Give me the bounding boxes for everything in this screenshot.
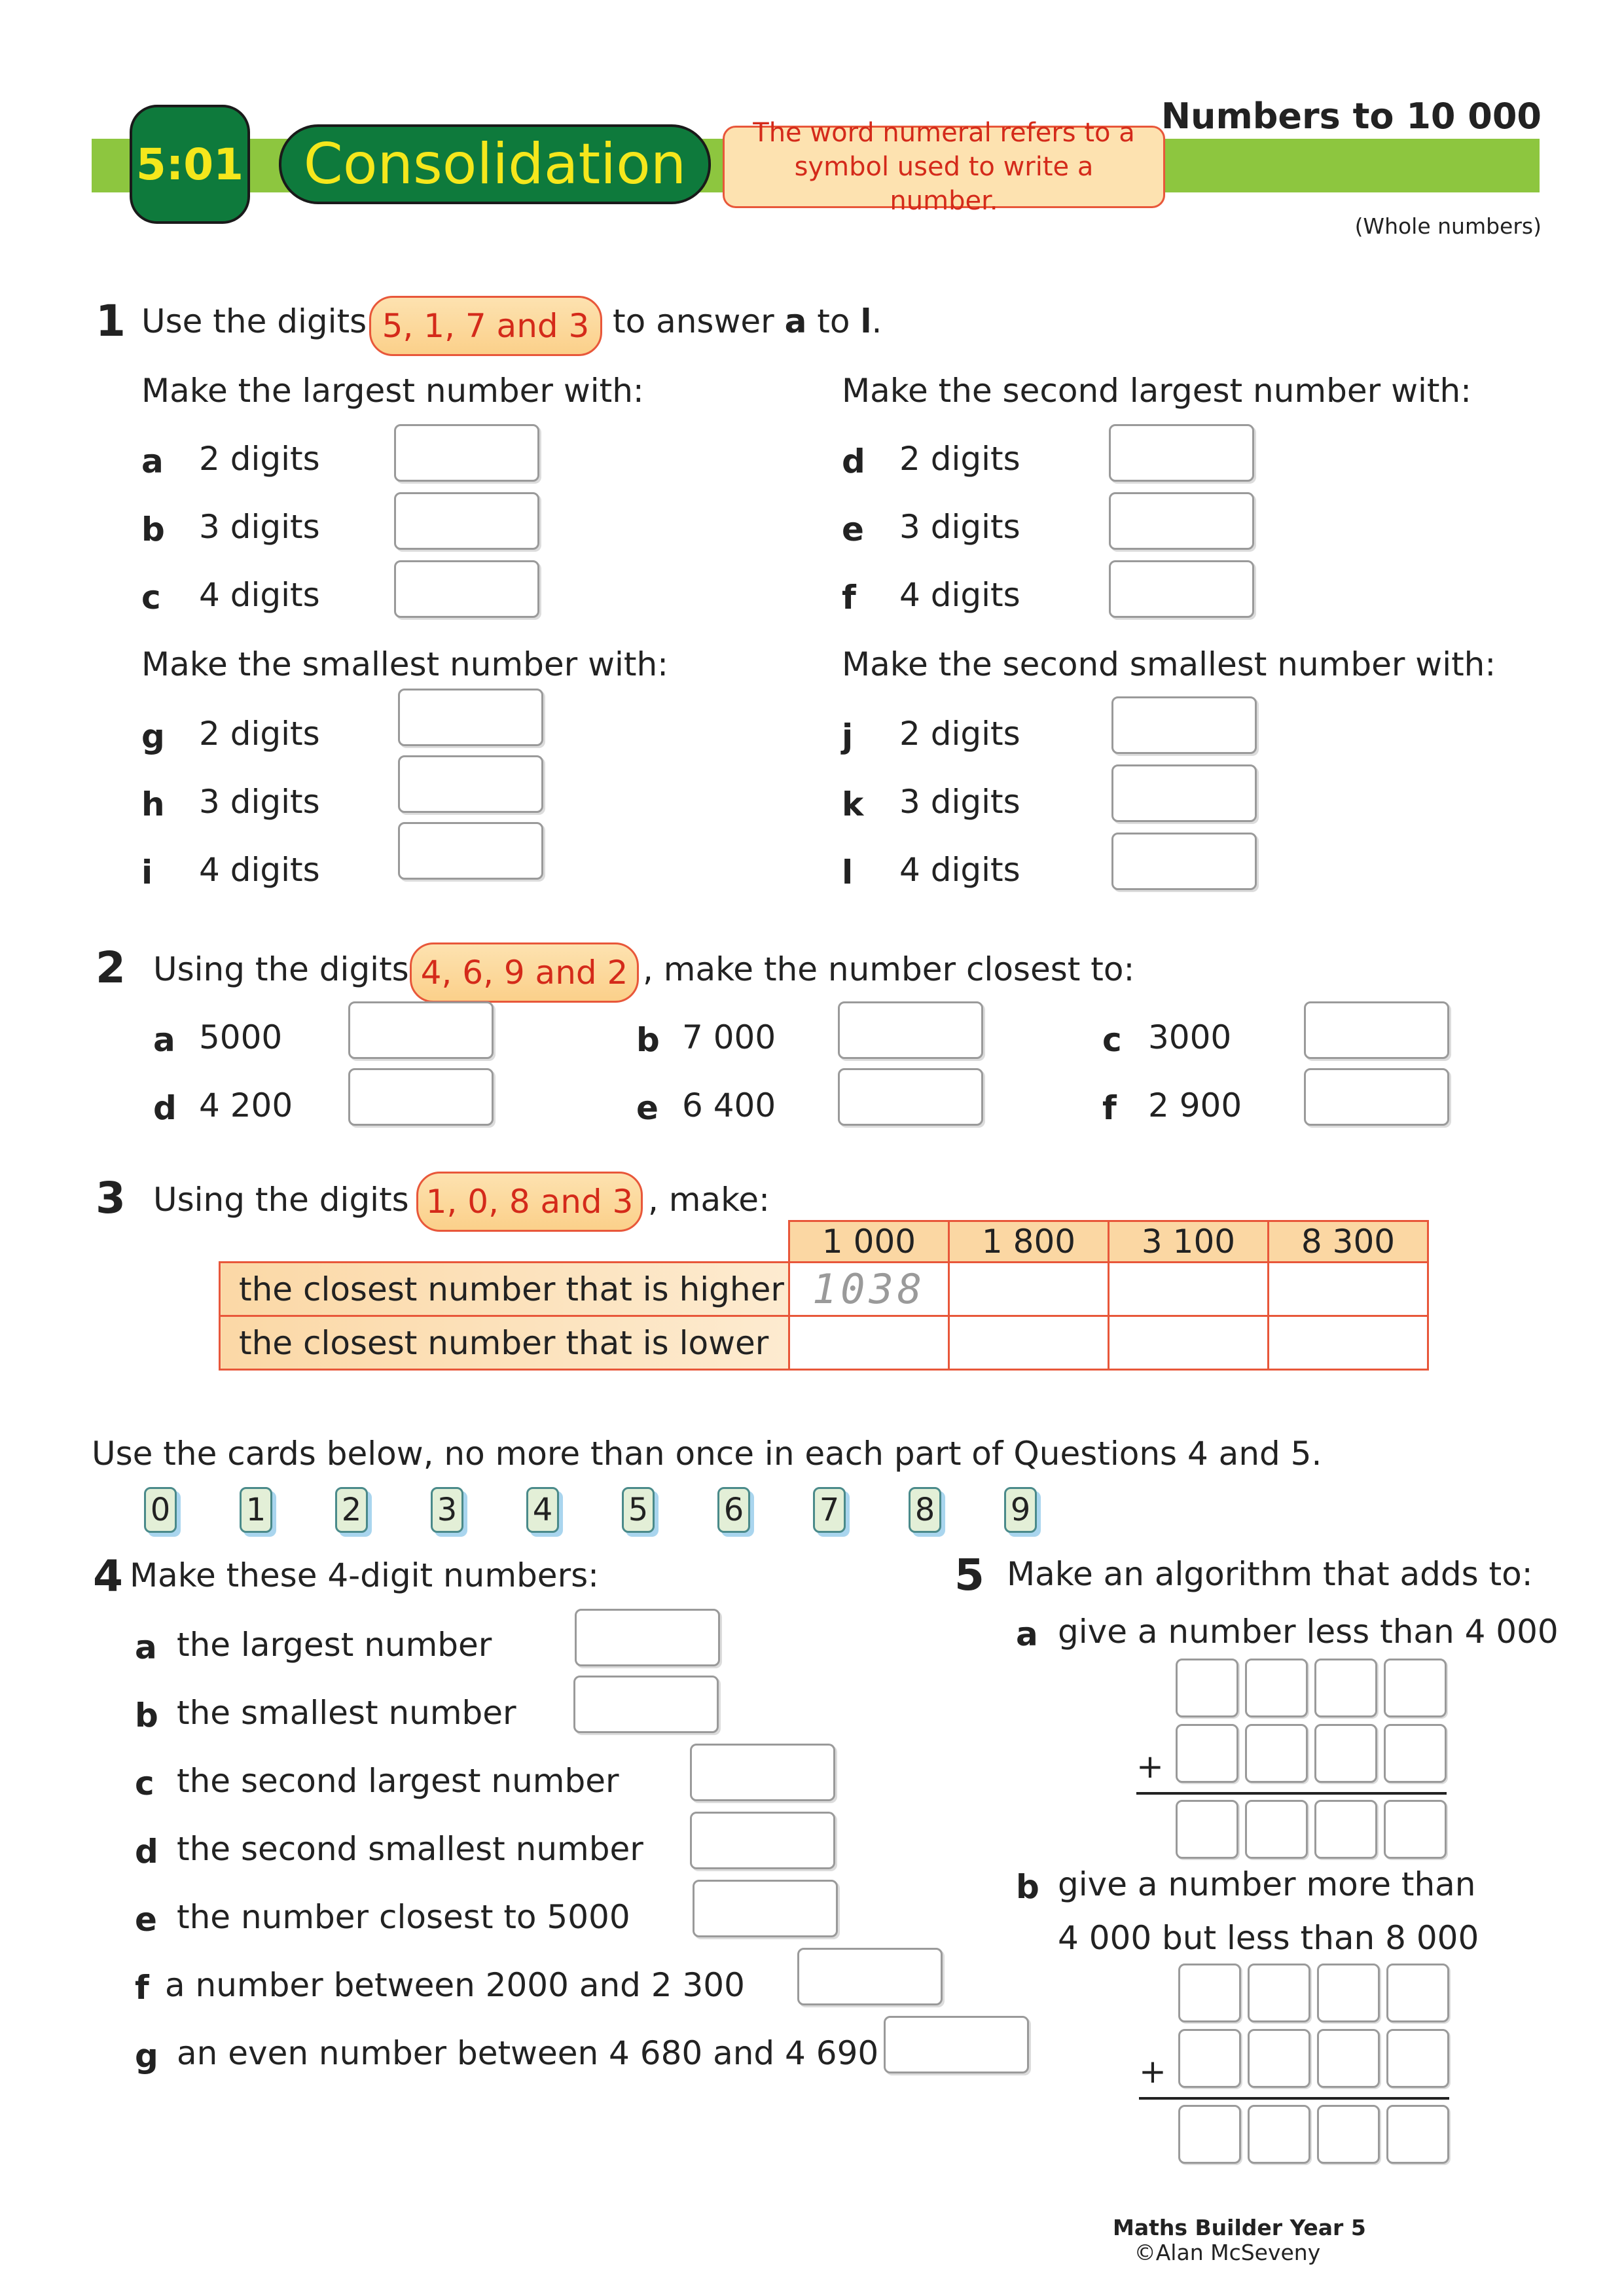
answer-box[interactable] bbox=[1304, 1001, 1449, 1059]
answer-box[interactable] bbox=[690, 1812, 835, 1869]
digit-square[interactable] bbox=[1384, 1659, 1447, 1717]
answer-box[interactable] bbox=[1109, 492, 1254, 550]
lesson-title-badge bbox=[279, 124, 711, 204]
answer-cell[interactable] bbox=[1109, 1316, 1269, 1370]
item-label: c bbox=[135, 1765, 154, 1803]
answer-box[interactable] bbox=[693, 1880, 838, 1937]
section-heading: Make the second largest number with: bbox=[842, 372, 1471, 410]
digit-square[interactable] bbox=[1245, 1724, 1308, 1783]
answer-cell[interactable] bbox=[789, 1316, 949, 1370]
item-label: j bbox=[842, 717, 854, 755]
digit-card: 4 bbox=[526, 1487, 559, 1533]
footer-copyright: ©Alan McSeveny bbox=[1134, 2240, 1321, 2265]
item-text: 4 digits bbox=[899, 576, 1020, 614]
digit-square[interactable] bbox=[1317, 2105, 1380, 2164]
digit-card: 8 bbox=[909, 1487, 941, 1533]
item-label: l bbox=[842, 853, 854, 891]
item-label: c bbox=[141, 579, 161, 617]
digit-card: 0 bbox=[144, 1487, 177, 1533]
item-label: f bbox=[842, 579, 856, 617]
q3-intro-end: , make: bbox=[648, 1181, 770, 1219]
example-answer: 1038 bbox=[789, 1263, 949, 1316]
item-text: a number between 2000 and 2 300 bbox=[165, 1966, 745, 2004]
item-text: 4 200 bbox=[199, 1086, 293, 1124]
item-text: 7 000 bbox=[682, 1018, 776, 1056]
item-text: 2 digits bbox=[899, 440, 1020, 478]
item-label: f bbox=[1102, 1089, 1117, 1127]
item-text: 6 400 bbox=[682, 1086, 776, 1124]
item-text: 4 digits bbox=[199, 576, 320, 614]
q2-intro: Using the digits bbox=[153, 950, 409, 988]
q3-header-row bbox=[220, 1221, 1428, 1263]
answer-box[interactable] bbox=[348, 1001, 494, 1059]
answer-cell[interactable] bbox=[1109, 1263, 1269, 1316]
item-text: 4 000 but less than 8 000 bbox=[1058, 1919, 1479, 1957]
item-text: 3 digits bbox=[899, 783, 1020, 821]
question-number: 4 bbox=[93, 1551, 123, 1602]
item-label: a bbox=[1016, 1615, 1038, 1653]
answer-box[interactable] bbox=[575, 1609, 720, 1666]
digit-square[interactable] bbox=[1384, 1800, 1447, 1859]
item-label: b bbox=[636, 1021, 660, 1059]
answer-box[interactable] bbox=[398, 822, 543, 880]
item-label: b bbox=[135, 1696, 158, 1734]
digit-square[interactable] bbox=[1245, 1800, 1308, 1859]
item-text: the number closest to 5000 bbox=[177, 1898, 630, 1936]
sum-line bbox=[1139, 2097, 1449, 2100]
item-label: g bbox=[141, 717, 165, 755]
item-label: d bbox=[135, 1833, 158, 1871]
item-text: an even number between 4 680 and 4 690 bbox=[177, 2034, 879, 2072]
item-label: a bbox=[141, 442, 164, 480]
digit-card: 9 bbox=[1004, 1487, 1037, 1533]
digit-square[interactable] bbox=[1386, 2105, 1449, 2164]
item-text: 5000 bbox=[199, 1018, 283, 1056]
digit-square[interactable] bbox=[1178, 2105, 1241, 2164]
digit-square[interactable] bbox=[1176, 1724, 1238, 1783]
digit-square[interactable] bbox=[1176, 1800, 1238, 1859]
digit-square[interactable] bbox=[1248, 2029, 1310, 2088]
item-text: 2 digits bbox=[199, 440, 320, 478]
item-text: 3000 bbox=[1148, 1018, 1232, 1056]
blank-cell bbox=[220, 1221, 789, 1263]
question-number: 2 bbox=[96, 942, 126, 993]
q1-digits-pill: 5, 1, 7 and 3 bbox=[369, 296, 602, 356]
answer-cell[interactable] bbox=[1269, 1316, 1428, 1370]
digit-square[interactable] bbox=[1317, 2029, 1380, 2088]
table-row bbox=[220, 1263, 1428, 1316]
plus-sign: + bbox=[1136, 1748, 1164, 1785]
item-label: e bbox=[636, 1089, 659, 1127]
answer-box[interactable] bbox=[394, 560, 539, 618]
q2-digits-pill: 4, 6, 9 and 2 bbox=[410, 942, 639, 1003]
item-text: the largest number bbox=[177, 1626, 492, 1664]
answer-box[interactable] bbox=[394, 492, 539, 550]
table-row bbox=[220, 1316, 1428, 1370]
answer-box[interactable] bbox=[1304, 1068, 1449, 1126]
q1-intro: Use the digits bbox=[141, 302, 367, 340]
plus-sign: + bbox=[1139, 2053, 1166, 2090]
answer-cell[interactable] bbox=[1269, 1263, 1428, 1316]
digit-square[interactable] bbox=[1314, 1659, 1377, 1717]
q5-intro: Make an algorithm that adds to: bbox=[1007, 1555, 1533, 1593]
item-text: give a number more than bbox=[1058, 1865, 1476, 1903]
digit-card: 2 bbox=[335, 1487, 368, 1533]
item-label: e bbox=[135, 1901, 157, 1939]
answer-box[interactable] bbox=[1111, 696, 1257, 754]
subtopic: (Whole numbers) bbox=[1354, 213, 1542, 239]
digit-card: 1 bbox=[240, 1487, 272, 1533]
topic-title: Numbers to 10 000 bbox=[1161, 96, 1542, 137]
item-label: g bbox=[135, 2037, 158, 2075]
item-text: 4 digits bbox=[899, 851, 1020, 889]
question-number: 1 bbox=[96, 296, 126, 346]
digit-card: 3 bbox=[431, 1487, 463, 1533]
answer-box[interactable] bbox=[884, 2016, 1029, 2073]
item-text: the second largest number bbox=[177, 1762, 619, 1800]
item-text: 3 digits bbox=[199, 783, 320, 821]
column-header: 8 300 bbox=[1269, 1221, 1428, 1263]
answer-box[interactable] bbox=[1109, 560, 1254, 618]
question-number: 3 bbox=[96, 1173, 126, 1223]
item-text: 2 digits bbox=[199, 715, 320, 753]
q1-intro-end: to answer a to l. bbox=[613, 302, 882, 340]
answer-box[interactable] bbox=[348, 1068, 494, 1126]
item-label: d bbox=[842, 442, 865, 480]
item-text: 4 digits bbox=[199, 851, 320, 889]
answer-box[interactable] bbox=[1111, 833, 1257, 890]
item-text: 3 digits bbox=[199, 508, 320, 546]
digit-card: 7 bbox=[813, 1487, 846, 1533]
digit-square[interactable] bbox=[1317, 1964, 1380, 2022]
q3-intro: Using the digits bbox=[153, 1181, 409, 1219]
lesson-title: Consolidation bbox=[303, 132, 687, 197]
digit-square[interactable] bbox=[1384, 1724, 1447, 1783]
answer-box[interactable] bbox=[398, 755, 543, 813]
column-header: 3 100 bbox=[1109, 1221, 1269, 1263]
answer-box[interactable] bbox=[398, 689, 543, 746]
lesson-number-badge bbox=[130, 105, 250, 224]
answer-box[interactable] bbox=[394, 424, 539, 482]
answer-cell[interactable] bbox=[949, 1316, 1109, 1370]
item-text: the second smallest number bbox=[177, 1830, 643, 1868]
digit-card: 5 bbox=[622, 1487, 655, 1533]
answer-box[interactable] bbox=[1111, 764, 1257, 822]
digit-square[interactable] bbox=[1245, 1659, 1308, 1717]
section-heading: Make the smallest number with: bbox=[141, 645, 669, 683]
digit-square[interactable] bbox=[1386, 2029, 1449, 2088]
answer-box[interactable] bbox=[797, 1948, 943, 2005]
column-header: 1 000 bbox=[789, 1221, 949, 1263]
row-header: the closest number that is higher bbox=[220, 1263, 789, 1316]
numeral-note: The word numeral refers to a symbol used to write a number. bbox=[753, 118, 1135, 216]
item-label: d bbox=[153, 1089, 177, 1127]
digit-square[interactable] bbox=[1248, 1964, 1310, 2022]
item-label: a bbox=[153, 1021, 175, 1059]
digit-square[interactable] bbox=[1386, 1964, 1449, 2022]
cards-instruction: Use the cards below, no more than once in each part of Questions 4 and 5. bbox=[92, 1435, 1322, 1473]
footer-book: Maths Builder Year 5 bbox=[1113, 2215, 1366, 2240]
answer-box[interactable] bbox=[838, 1001, 983, 1059]
answer-cell[interactable] bbox=[949, 1263, 1109, 1316]
item-label: a bbox=[135, 1628, 157, 1666]
item-text: 2 900 bbox=[1148, 1086, 1242, 1124]
row-header: the closest number that is lower bbox=[220, 1316, 789, 1370]
item-label: f bbox=[135, 1969, 149, 2007]
q3-digits-pill: 1, 0, 8 and 3 bbox=[416, 1172, 643, 1232]
digit-square[interactable] bbox=[1248, 2105, 1310, 2164]
item-label: c bbox=[1102, 1021, 1122, 1059]
item-label: h bbox=[141, 785, 165, 823]
item-text: 2 digits bbox=[899, 715, 1020, 753]
answer-box[interactable] bbox=[573, 1676, 719, 1733]
item-label: b bbox=[1016, 1868, 1039, 1906]
section-heading: Make the second smallest number with: bbox=[842, 645, 1496, 683]
item-label: b bbox=[141, 511, 165, 548]
q4-intro: Make these 4-digit numbers: bbox=[130, 1556, 600, 1594]
digit-card: 6 bbox=[717, 1487, 750, 1533]
digit-square[interactable] bbox=[1178, 1964, 1241, 2022]
answer-box[interactable] bbox=[1109, 424, 1254, 482]
sum-line bbox=[1136, 1792, 1447, 1795]
item-text: give a number less than 4 000 bbox=[1058, 1613, 1559, 1651]
section-heading: Make the largest number with: bbox=[141, 372, 644, 410]
lesson-number: 5:01 bbox=[135, 139, 244, 190]
question-number: 5 bbox=[954, 1550, 984, 1600]
item-text: 3 digits bbox=[899, 508, 1020, 546]
item-label: e bbox=[842, 511, 864, 548]
digit-square[interactable] bbox=[1314, 1800, 1377, 1859]
q2-intro-end: , make the number closest to: bbox=[643, 950, 1135, 988]
note-box bbox=[723, 118, 1165, 216]
answer-box[interactable] bbox=[690, 1744, 835, 1801]
item-label: k bbox=[842, 785, 864, 823]
digit-square[interactable] bbox=[1314, 1724, 1377, 1783]
answer-box[interactable] bbox=[838, 1068, 983, 1126]
digit-square[interactable] bbox=[1178, 2029, 1241, 2088]
item-text: the smallest number bbox=[177, 1694, 516, 1732]
digit-square[interactable] bbox=[1176, 1659, 1238, 1717]
column-header: 1 800 bbox=[949, 1221, 1109, 1263]
item-label: i bbox=[141, 853, 153, 891]
q3-table bbox=[219, 1220, 1429, 1371]
